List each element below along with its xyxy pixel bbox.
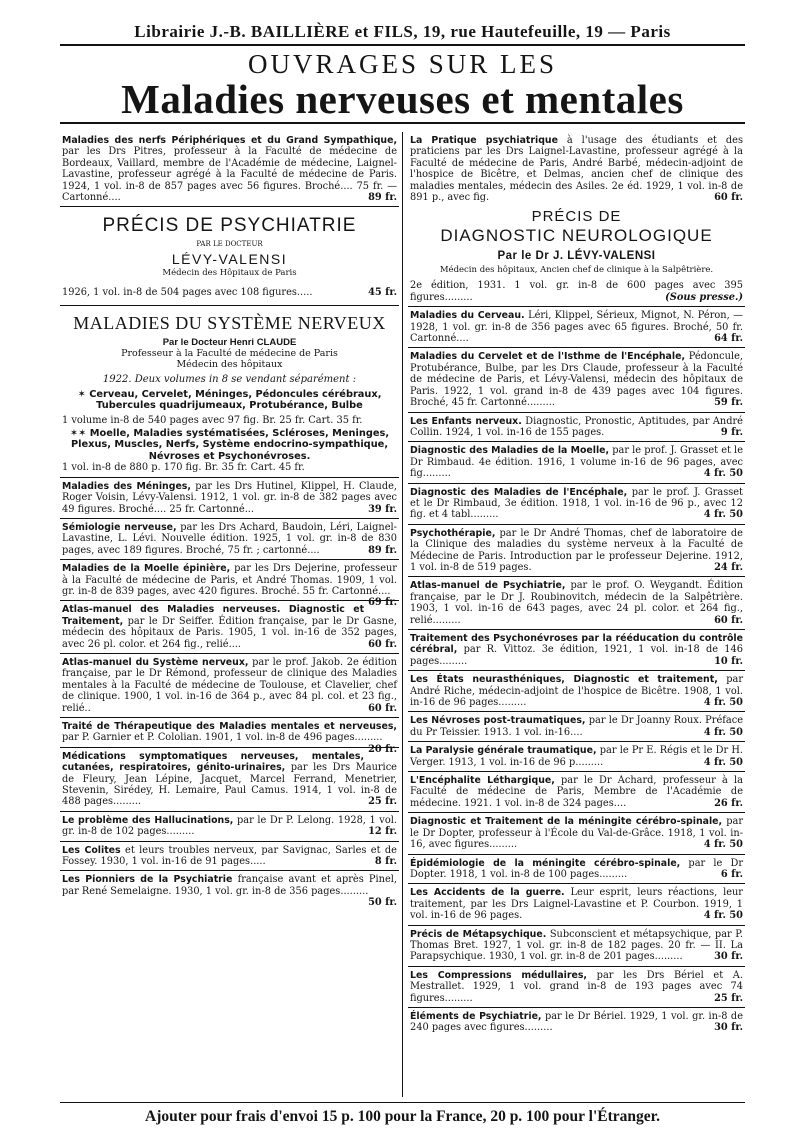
book-title: Atlas-manuel de Psychiatrie, (410, 580, 566, 592)
book-entry (408, 742, 745, 772)
book-entry (408, 967, 745, 1008)
book-details: à l'usage des étudiants et des praticiens par les Drs Laignel-Lavastine, professeur agrégé à la Faculté de médecine de Paris, André Barbé, médecin-adjoint de l'hospice de Bicêtre, et Delmas, ancien chef de clinique des maladies mentales, médecin des Asiles. 2e éd. 1929, 1 vol. in-8 de 891 p., avec fig. (410, 135, 743, 204)
book-details: par les Drs Hutinel, Klippel, H. Claude, Roger Voisin, Lévy-Valensi. 1912, 1 vol. gr. in-8 de 382 pages avec 49 figures. Broché.... 25 fr. Cartonné... (62, 480, 398, 515)
book-price: 25 fr. (368, 796, 397, 808)
block-title: PRÉCIS DE (531, 208, 622, 226)
book-title: Les Pionniers de la Psychiatrie (62, 874, 233, 886)
book-price: 69 fr. (368, 597, 397, 609)
block-edition: 2e édition, 1931. 1 vol. gr. in-8 de 600 pages avec 395 figures......... (410, 280, 743, 303)
shipping-note: Ajouter pour frais d'envoi 15 p. 100 pour la France, 20 p. 100 pour l'Étranger. (60, 1102, 745, 1126)
book-details: par les Drs Achard, Baudoin, Léri, Laignel-Lavastine, L. Lévi. Nouvelle édition. 1925, 1 vol. gr. in-8 de 830 pages, avec 189 figures. Broché, 75 fr. ; cartonné.... (62, 521, 397, 556)
book-price: 12 fr. (368, 826, 397, 838)
book-entry (60, 748, 399, 812)
book-entry (408, 772, 745, 813)
book-price: 25 fr. (714, 992, 743, 1004)
book-details: par le prof. Jakob. 2e édition française, par le Dr Rémond, professeur de clinique des Maladies mentales à la Faculté de médecine de Toulouse, et Clavelier, chef de clinique. 1900, 1 vol. in-16 de 364 p., avec 84 pl. col. et 23 fig., relié.. (62, 656, 397, 714)
book-entry (408, 348, 745, 412)
book-price: 89 fr. (368, 192, 397, 204)
book-details: française avant et après Pinel, par René Semelaigne. 1930, 1 vol. gr. in-8 de 356 pages......... (62, 874, 398, 897)
book-entry (408, 926, 745, 967)
book-entry (408, 132, 745, 206)
book-entry (408, 671, 745, 712)
book-details: par le Dr P. Lelong. 1928, 1 vol. gr. in-8 de 102 pages......... (62, 814, 397, 838)
book-entry (408, 813, 745, 854)
block-role: Professeur à la Faculté de médecine de Paris (121, 347, 338, 359)
book-entry (408, 577, 745, 630)
book-title: Maladies des nerfs Périphériques et du Grand Sympathique, (62, 135, 397, 146)
book-title: Les Compressions médullaires, (410, 969, 587, 981)
book-price: 20 fr. (368, 743, 397, 755)
book-title: Maladies des Méninges, (62, 480, 191, 492)
book-price: 4 fr. 50 (703, 756, 743, 768)
block-price: 45 fr. (368, 287, 397, 299)
book-title: Le problème des Hallucinations, (62, 814, 234, 826)
book-entry (60, 560, 399, 609)
book-details: par le prof. J. Grasset et le Dr Rimbaud. 4e édition. 1916, 1 volume in-16 de 96 pages, avec fig......... (410, 445, 743, 480)
book-entry (60, 718, 399, 755)
book-entry (408, 630, 745, 671)
book-entry (60, 519, 399, 560)
book-title: Précis de Métapsychique. (410, 928, 547, 940)
book-details: Diagnostic, Pronostic, Aptitudes, par André Collin. 1924, 1 vol. in-16 de 155 pages. (410, 415, 743, 438)
book-price: 4 fr. 50 (703, 509, 743, 521)
book-details: par le prof. O. Weygandt. Édition française, par le Dr J. Roubinovitch, médecin de la Salpêtrière. 1903, 1 vol. in-16 de 643 pages, avec 24 pl. color. et 264 fig., relié......... (410, 580, 743, 626)
book-title: La Pratique psychiatrique (410, 135, 558, 146)
block-by: PAR LE DOCTEUR (196, 240, 263, 249)
block-title: PRÉCIS DE PSYCHIATRIE (102, 215, 357, 237)
block-title: DIAGNOSTIC NEUROLOGIQUE (440, 226, 713, 246)
book-title: Diagnostic des Maladies de l'Encéphale, (410, 486, 628, 498)
book-details: par les Drs Pitres, professeur à la Faculté de médecine de Bordeaux, Vaillard, membre de l'Académie de médecine, Laignel-Lavastine, professeur agrégé à la Faculté de médecine de Paris. 1924, 1 vol. in-8 de 857 pages avec 56 figures. Broché.... 75 fr. — Cartonné.... (62, 146, 397, 204)
title-divider (60, 122, 745, 124)
book-title: Maladies du Cervelet et de l'Isthme de l'Encéphale, (410, 351, 686, 363)
book-price: 4 fr. 50 (703, 697, 743, 709)
book-details: Subconscient et métapsychique, par P. Thomas Bret. 1927, 1 vol. gr. in-8 de 182 pages. 20 fr. — II. La Parapsychique. 1930, 1 vol. gr. in-8 de 201 pages......... (410, 928, 743, 963)
book-title: L'Encéphalite Léthargique, (410, 775, 555, 787)
block-role: Médecin des hôpitaux, Ancien chef de clinique à la Salpêtrière. (439, 265, 714, 276)
book-details: par le Dr Dopter. 1918, 1 vol. in-8 de 100 pages......... (410, 857, 743, 880)
book-entry (60, 842, 399, 872)
block-role: Médecin des Hôpitaux de Paris (162, 268, 297, 279)
book-details: par le Dr Bériel. 1929, 1 vol. gr. in-8 de 240 pages avec figures......... (410, 1010, 743, 1034)
book-entry (60, 812, 399, 842)
book-details: par P. Garnier et P. Cololian. 1901, 1 vol. in-8 de 496 pages......... (62, 732, 383, 744)
book-price: 6 fr. (720, 868, 743, 880)
book-title: Les Enfants nerveux. (410, 415, 522, 427)
book-title: Éléments de Psychiatrie, (410, 1010, 542, 1022)
book-entry (60, 601, 399, 654)
book-entry (408, 884, 745, 925)
book-price: 4 fr. 50 (703, 468, 743, 480)
book-entry (408, 1008, 745, 1037)
block-edition: 1926, 1 vol. in-8 de 504 pages avec 108 figures..... (62, 287, 313, 299)
book-title: Médications symptomatiques nerveuses, mentales, cutanées, respiratoires, génito-urinaires, (62, 750, 365, 774)
book-details: par les Drs Bériel et A. Mestrallet. 1929, 1 vol. grand in-8 de 193 pages avec 74 figures......... (410, 969, 743, 1004)
book-title: Les Névroses post-traumatiques, (410, 715, 586, 727)
column-divider (402, 132, 403, 1097)
columns (60, 132, 745, 1097)
volume-2-title: ✶✶ Moelle, Maladies systématisées, Scléroses, Meninges, Plexus, Muscles, Nerfs, Système endocrino-sympathique, Névroses et Psychonévroses. (69, 428, 390, 462)
book-price: 60 fr. (714, 192, 743, 204)
page-subtitle: OUVRAGES SUR LES (247, 49, 558, 79)
block-title: MALADIES DU SYSTÈME NERVEUX (73, 312, 386, 333)
book-details: par le Pr E. Régis et le Dr H. Verger. 1913, 1 vol. in-16 de 96 p......... (410, 745, 743, 768)
catalog-page (60, 22, 745, 1134)
book-price: 4 fr. 50 (703, 910, 743, 922)
block-price: (Sous presse.) (665, 291, 743, 303)
book-title: Psychothérapie, (410, 527, 496, 539)
book-title: Les Colites (62, 844, 121, 856)
block-role: Médecin des hôpitaux (176, 358, 283, 370)
page-title: Maladies nerveuses et mentales (121, 76, 684, 122)
book-price: 60 fr. (368, 702, 397, 714)
book-details: par André Riche, médecin-adjoint de l'hospice de Bicêtre. 1908, 1 vol. in-16 de 96 pages......... (410, 674, 743, 709)
book-price: 26 fr. (714, 797, 743, 809)
book-price: 30 fr. (714, 1022, 743, 1034)
book-entry (408, 712, 745, 742)
book-details: par le Dr Achard, professeur à la Faculté de médecine de Paris, Membre de l'Académie de médecine. 1921. 1 vol. in-8 de 324 pages.... (410, 775, 743, 809)
book-title: Maladies de la Moelle épinière, (62, 563, 231, 575)
book-title: Diagnostic et Traitement de la méningite cérébro-spinale, (410, 816, 723, 828)
volume-2-info: 1 vol. in-8 de 880 p. 170 fig. Br. 35 fr. Cart. 45 fr. (62, 462, 305, 474)
book-title: Traité de Thérapeutique des Maladies mentales et nerveuses, (62, 721, 397, 732)
right-column (408, 132, 745, 1037)
book-title: Atlas-manuel des Maladies nerveuses. Diagnostic et Traitement, (62, 604, 365, 627)
volume-1-title: ✶ Cerveau, Cervelet, Méninges, Pédoncules cérébraux, Tubercules quadrijumeaux, Protubérance, Bulbe (77, 388, 382, 412)
book-title: Diagnostic des Maladies de la Moelle, (410, 445, 610, 457)
book-title: Les États neurasthéniques, Diagnostic et traitement, (410, 674, 718, 686)
precis-diagnostic-block (408, 206, 745, 307)
book-details: Leur esprit, leurs réactions, leur traitement, par les Drs Laignel-Lavastine et P. Courbon. 1919, 1 vol. in-16 de 96 pages. (410, 887, 743, 922)
book-price: 24 fr. (714, 561, 743, 573)
book-details: par le Dr Seiffer. Édition française, par le Dr Gasne, médecin des hôpitaux de Paris. 1905, 1 vol. in-16 de 352 pages, avec 26 pl. color. et 264 fig., relié.... (62, 615, 397, 650)
left-column (60, 132, 399, 909)
precis-psychiatrie-block (60, 207, 399, 305)
book-details: par le Dr Joanny Roux. Préface du Pr Teissier. 1913. 1 vol. in-16.... (410, 715, 743, 738)
book-title: Maladies du Cerveau. (410, 310, 525, 322)
book-price: 4 fr. 50 (703, 726, 743, 738)
book-entry (60, 654, 399, 718)
book-price: 59 fr. (714, 397, 743, 409)
book-price: 9 fr. (720, 426, 743, 438)
book-entry (408, 855, 745, 885)
book-entry (60, 132, 399, 207)
book-details: par le Dr Dopter, professeur à l'École du Val-de-Grâce. 1918, 1 vol. in-16, avec figures......... (410, 816, 743, 851)
book-price: 39 fr. (368, 503, 397, 515)
book-details: et leurs troubles nerveux, par Savignac, Sarles et de Fossey. 1930, 1 vol. in-16 de 91 pages..... (62, 844, 397, 868)
book-entry (408, 307, 745, 348)
publisher-header: Librairie J.-B. BAILLIÈRE et FILS, 19, rue Hautefeuille, 19 — Paris (60, 22, 745, 46)
book-title: Atlas-manuel du Système nerveux, (62, 656, 249, 668)
volume-1-info: 1 volume in-8 de 540 pages avec 97 fig. Br. 25 fr. Cart. 35 fr. (62, 414, 363, 426)
book-price: 89 fr. (368, 544, 397, 556)
book-title: Les Accidents de la guerre. (410, 887, 565, 899)
book-price: 64 fr. (714, 333, 743, 345)
book-entry (60, 871, 399, 909)
book-price: 10 fr. (714, 655, 743, 667)
block-author: LÉVY-VALENSI (171, 251, 288, 268)
book-price: 60 fr. (714, 614, 743, 626)
book-price: 60 fr. (368, 638, 397, 650)
book-title: Sémiologie nerveuse, (62, 521, 177, 533)
block-edition: 1922. Deux volumes in 8 se vendant séparément : (102, 373, 357, 385)
book-title: Épidémiologie de la méningite cérébro-spinale, (410, 857, 681, 869)
book-details: par R. Vittoz. 3e édition, 1921, 1 vol. in-18 de 146 pages......... (410, 644, 743, 667)
book-title: Traitement des Psychonévroses par la rééducation du contrôle cérébral, (410, 633, 743, 656)
maladies-systeme-block (60, 306, 399, 478)
book-entry (408, 525, 745, 578)
block-author: Par le Docteur Henri CLAUDE (162, 336, 297, 348)
book-details: par le Dr André Thomas, chef de laboratoire de la Clinique des maladies du système nerveux à la Faculté de Médecine de Paris. Introduction par le professeur Dejerine. 1912, 1 vol. in-8 de 519 pages. (410, 527, 743, 573)
book-details: par les Drs Dejerine, professeur à la Faculté de médecine de Paris, et André Thomas. 1909, 1 vol. gr. in-8 de 839 pages, avec 420 figures. Broché. 55 fr. Cartonné.... (62, 563, 397, 597)
book-price: 4 fr. 50 (703, 839, 743, 851)
book-price: 8 fr. (374, 856, 397, 868)
book-entry (408, 413, 745, 443)
book-entry (60, 478, 399, 519)
book-details: par le prof. J. Grasset et le Dr Rimbaud, 3e édition. 1918, 1 vol. in-16 de 96 p., avec 12 fig. et 4 tabl......... (410, 486, 743, 521)
block-author: Par le Dr J. LÉVY-VALENSI (497, 250, 656, 263)
book-details: Léri, Klippel, Sérieux, Mignot, N. Péron, — 1928, 1 vol. gr. in-8 de 356 pages avec 65 figures. Broché, 50 fr. Cartonné.... (410, 310, 743, 345)
book-title: La Paralysie générale traumatique, (410, 745, 597, 757)
book-price: 30 fr. (714, 951, 743, 963)
book-entry (408, 442, 745, 483)
book-details: par les Drs Maurice de Fleury, Jean Lépine, Jacquet, Marcel Ferrand, Menetrier, Stevenin, Sirédey, H. Lemaire, Paul Camus. 1914, 1 vol. in-8 de 488 pages......... (62, 762, 397, 808)
book-details: Pédoncule, Protubérance, Bulbe, par les Drs Claude, professeur à la Faculté de médecine de Paris, et Lévy-Valensi, médecin des hôpitaux de Paris. 1922, 1 vol. grand in-8 de 439 pages avec 104 figures. Broché, 45 fr. Cartonné......... (410, 351, 743, 409)
book-price: 50 fr. (368, 897, 397, 909)
book-entry (408, 484, 745, 525)
